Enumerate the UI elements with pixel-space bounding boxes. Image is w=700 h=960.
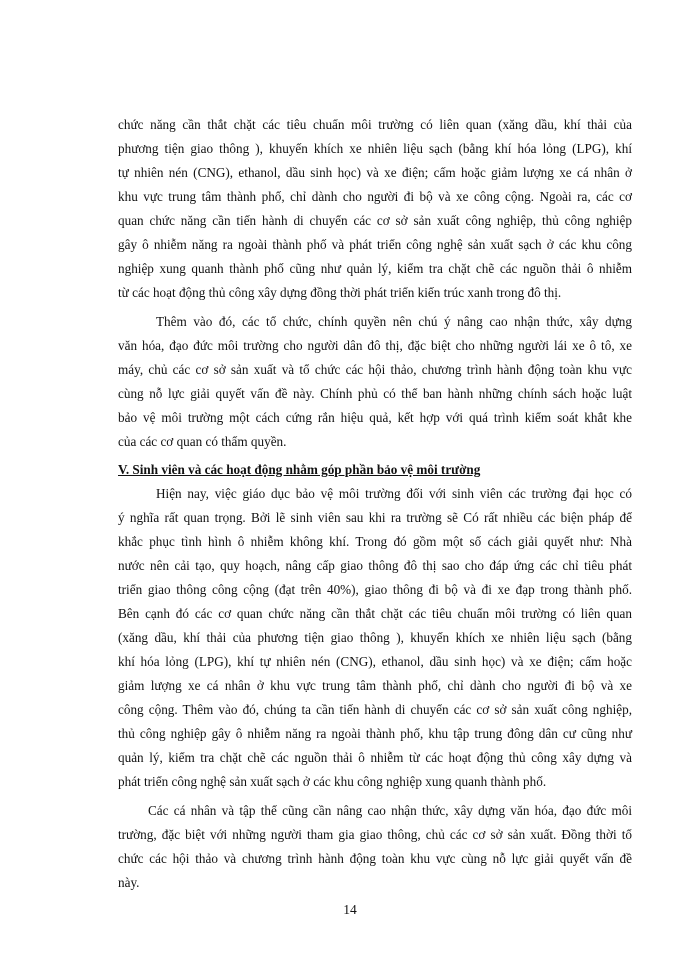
paragraph-line: từ các hoạt động thủ công xây dựng đồng thời phát triển kiến trúc xanh trong đô thị. xyxy=(118,285,562,300)
paragraph-3 xyxy=(118,482,632,794)
paragraph-line: Bên cạnh đó các cơ quan chức năng cần thắt chặt các tiêu chuẩn môi trường có liên quan xyxy=(118,606,632,621)
paragraph-line: này. xyxy=(118,875,140,890)
paragraph-line: khí hóa lỏng (LPG), khí tự nhiên nén (CNG), ethanol, dầu sinh học) và xe điện; cấm hoặc xyxy=(118,654,632,669)
paragraph-line: nghiệp xung quanh thành phố cũng như quản lý, kiểm tra chặt chẽ các nguồn thải ô nhiễm xyxy=(118,261,632,276)
paragraph-line: tự nhiên nén (CNG), ethanol, dầu sinh học) và xe điện; cấm hoặc giảm lượng xe cá nhân ở xyxy=(118,165,632,180)
page-number: 14 xyxy=(343,902,357,917)
paragraph-line: của các cơ quan có thẩm quyền. xyxy=(118,434,287,449)
paragraph-line: giảm lượng xe cá nhân ở khu vực trung tâm thành phố, chỉ dành cho người đi bộ và xe xyxy=(118,678,632,693)
paragraph-1 xyxy=(118,113,632,305)
paragraph-line: Thêm vào đó, các tổ chức, chính quyền nên chú ý nâng cao nhận thức, xây dựng xyxy=(156,314,632,329)
section-heading: V. Sinh viên và các hoạt động nhằm góp phần bảo vệ môi trường xyxy=(118,462,481,477)
paragraph-line: cùng nỗ lực giải quyết vấn đề này. Chính phủ có thể ban hành những chính sách hoặc luật xyxy=(118,386,632,401)
paragraph-line: phương tiện giao thông ), khuyến khích xe nhiên liệu sạch (bằng khí hóa lỏng (LPG), khí xyxy=(118,141,632,156)
paragraph-line: khắc phục tình hình ô nhiễm không khí. Trong đó gồm một số cách giải quyết như: Nhà xyxy=(118,534,632,549)
document-body xyxy=(118,113,632,895)
paragraph-line: Hiện nay, việc giáo dục bảo vệ môi trường đối với sinh viên các trường đại học có xyxy=(156,486,632,501)
paragraph-line: chức năng cần thắt chặt các tiêu chuẩn môi trường có liên quan (xăng dầu, khí thải của xyxy=(118,117,632,132)
paragraph-line: thủ công nghiệp gây ô nhiễm năng ra ngoài thành phố, khu tập trung đông dân cư cũng như xyxy=(118,726,632,741)
paragraph-line: gây ô nhiễm năng ra ngoài thành phố và phát triển công nghệ sản xuất sạch ở các khu công xyxy=(118,237,632,252)
paragraph-line: (xăng dầu, khí thải của phương tiện giao thông ), khuyến khích xe nhiên liệu sạch (bằng xyxy=(118,630,632,645)
paragraph-line: nước nên cải tạo, quy hoạch, nâng cấp giao thông đô thị sao cho đáp ứng các chỉ tiêu phát xyxy=(118,558,632,573)
paragraph-line: bảo vệ môi trường một cách cứng rắn hiệu quả, kết hợp với quá trình kiểm soát khắt khe xyxy=(118,410,632,425)
paragraph-line: quản lý, kiểm tra chặt chẽ các nguồn thải ô nhiễm từ các hoạt động thủ công xây dựng và xyxy=(118,750,632,765)
paragraph-line: phát triển công nghệ sản xuất sạch ở các khu công nghiệp xung quanh thành phố. xyxy=(118,774,547,789)
paragraph-line: ý nghĩa rất quan trọng. Bởi lẽ sinh viên sau khi ra trường sẽ Có rất nhiều các biện pháp để xyxy=(118,510,632,525)
paragraph-line: triển giao thông công cộng (đạt trên 40%), giao thông đi bộ và đi xe đạp trong thành phố. xyxy=(118,582,632,597)
paragraph-line: chức các hội thảo và chương trình hành động toàn khu vực cùng nỗ lực giải quyết vấn đề xyxy=(118,851,632,866)
paragraph-line: quan chức năng cần tiến hành di chuyển các cơ sở sản xuất công nghiệp, thủ công nghiệp xyxy=(118,213,632,228)
paragraph-line: khu vực trung tâm thành phố, chỉ dành cho người đi bộ và xe công cộng. Ngoài ra, các cơ xyxy=(118,189,632,204)
paragraph-line: máy, chủ các cơ sở sản xuất và tổ chức các hội thảo, chương trình hành động toàn khu vực xyxy=(118,362,632,377)
paragraph-4 xyxy=(118,799,632,895)
paragraph-line: trường, đặc biệt với những người tham gia giao thông, chủ các cơ sở sản xuất. Đồng thời tổ xyxy=(118,827,632,842)
paragraph-line: công cộng. Thêm vào đó, chúng ta cần tiến hành di chuyển các cơ sở sản xuất công nghiệp, xyxy=(118,702,632,717)
paragraph-line: văn hóa, đạo đức môi trường cho người dân đô thị, đặc biệt cho những người lái xe ô tô, xe xyxy=(118,338,632,353)
paragraph-line: Các cá nhân và tập thể cũng cần nâng cao nhận thức, xây dựng văn hóa, đạo đức môi xyxy=(148,803,632,818)
paragraph-2 xyxy=(118,310,632,454)
